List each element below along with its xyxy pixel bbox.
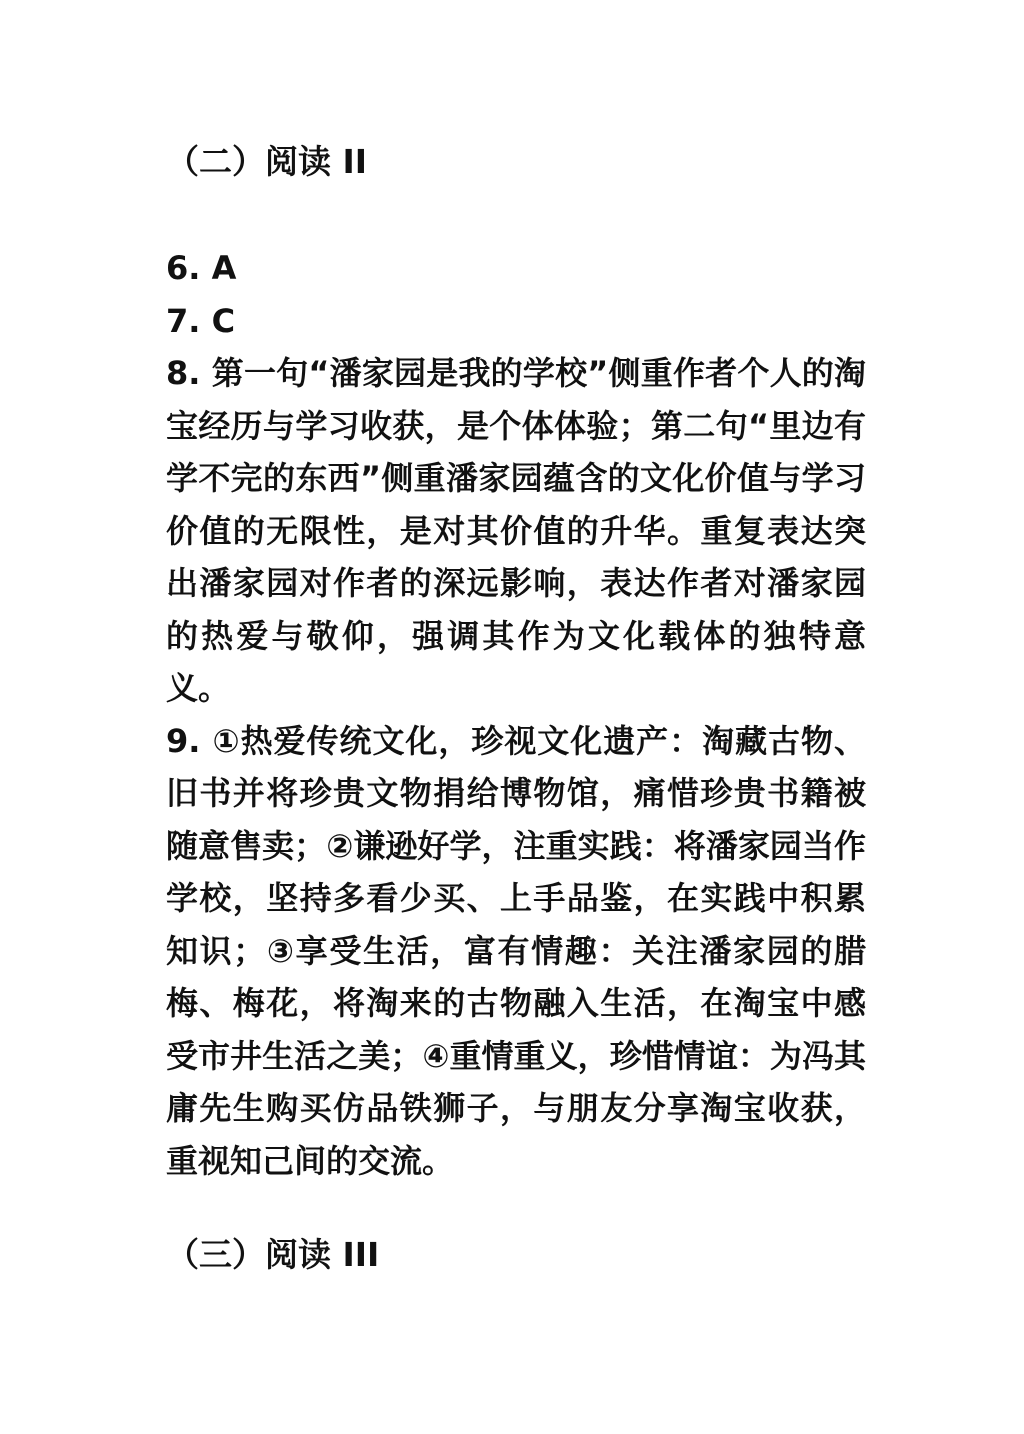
answer-9: 9. ①热爱传统文化，珍视文化遗产：淘藏古物、旧书并将珍贵文物捐给博物馆，痛惜珍贵书籍被随意售卖；②谦逊好学，注重实践：将潘家园当作学校，坚持多看少买、上手品鉴，在实践中积累知识；③享受生活，富有情趣：关注潘家园的腊梅、梅花，将淘来的古物融入生活，在淘宝中感受市井生活之美；④重情重义，珍惜情谊：为冯其庸先生购买仿品铁狮子，与朋友分享淘宝收获，重视知己间的交流。 (166, 721, 866, 1180)
section-heading-reading-2: （二）阅读 II (166, 142, 368, 181)
answer-6: 6. A (166, 249, 237, 287)
answer-7: 7. C (166, 301, 236, 340)
answer-8: 8. 第一句“潘家园是我的学校”侧重作者个人的淘宝经历与学习收获，是个体体验；第二句“里边有学不完的东西”侧重潘家园蕴含的文化价值与学习价值的无限性，是对其价值的升华。重复表达突出潘家园对作者的深远影响，表达作者对潘家园的热爱与敬仰，强调其作为文化载体的独特意义。 (166, 354, 866, 707)
answers-block (166, 242, 866, 1187)
section-heading-reading-3: （三）阅读 III (166, 1235, 380, 1274)
